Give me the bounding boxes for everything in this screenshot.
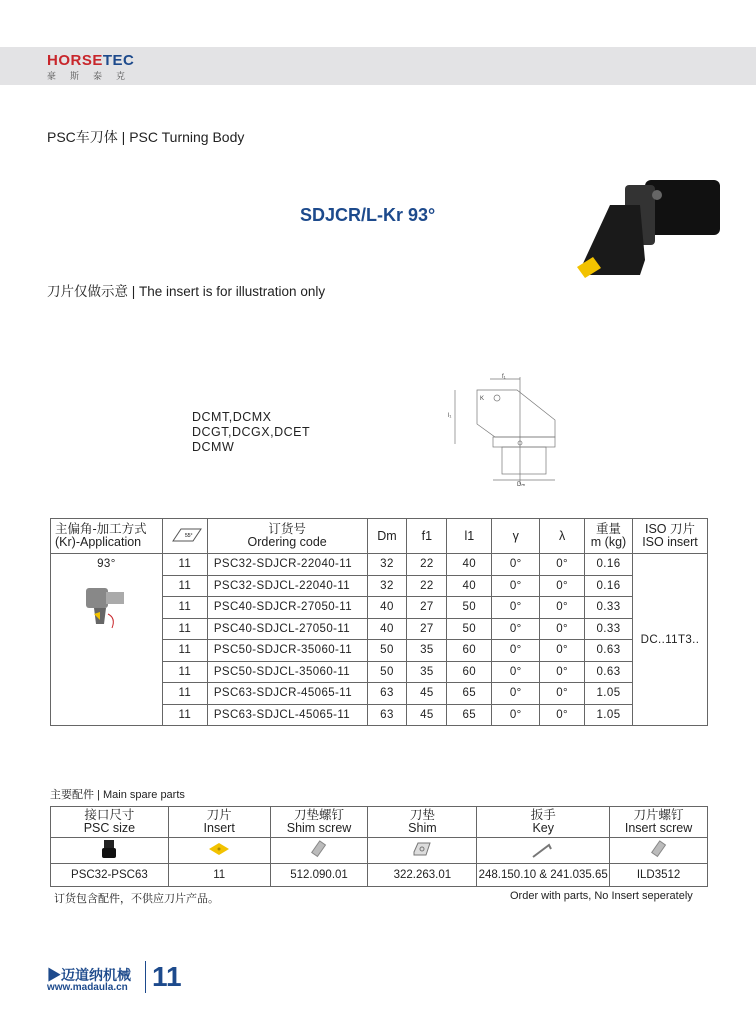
weight-header: 重量 m (kg)	[585, 519, 633, 554]
cell-m: 0.16	[585, 575, 633, 597]
cell-m: 0.16	[585, 554, 633, 576]
cell-code: PSC63-SDJCL-45065-11	[207, 704, 367, 726]
code-header: 订货号 Ordering code	[207, 519, 367, 554]
spare-header-row	[51, 807, 708, 838]
product-title: SDJCR/L-Kr 93°	[300, 205, 436, 225]
cell-size: 11	[162, 661, 207, 683]
cell-dm: 63	[367, 704, 407, 726]
cell-code: PSC40-SDJCR-27050-11	[207, 597, 367, 619]
cell-gamma: 0°	[492, 554, 540, 576]
cell-dm: 63	[367, 683, 407, 705]
spare-parts-table	[50, 806, 708, 887]
spare-icon-cell	[610, 838, 708, 864]
header-row	[51, 519, 708, 554]
cell-code: PSC50-SDJCR-35060-11	[207, 640, 367, 662]
cell-m: 0.33	[585, 597, 633, 619]
cell-size: 11	[162, 554, 207, 576]
application-icon	[76, 584, 136, 634]
iso-insert-cell: DC..11T3..	[632, 554, 707, 726]
cell-code: PSC32-SDJCR-22040-11	[207, 554, 367, 576]
cell-f1: 27	[407, 597, 447, 619]
cell-m: 1.05	[585, 704, 633, 726]
kr-label: K	[480, 396, 485, 402]
spare-header: 刀垫螺钉 Shim screw	[270, 807, 368, 838]
cell-size: 11	[162, 575, 207, 597]
insert-screw-icon	[641, 838, 677, 860]
cell-l1: 50	[447, 618, 492, 640]
application-header: 主偏角-加工方式 (Kr)-Application	[51, 519, 163, 554]
cell-lambda: 0°	[540, 597, 585, 619]
dm-header: Dm	[367, 519, 407, 554]
cell-lambda: 0°	[540, 575, 585, 597]
spare-icon-cell	[168, 838, 270, 864]
cell-f1: 35	[407, 661, 447, 683]
spare-value: 322.263.01	[368, 864, 477, 887]
cell-l1: 40	[447, 554, 492, 576]
spare-icon-cell	[477, 838, 610, 864]
cell-gamma: 0°	[492, 618, 540, 640]
cell-l1: 65	[447, 683, 492, 705]
footer-brand: ▶迈道纳机械	[47, 967, 131, 983]
svg-text:55°: 55°	[184, 532, 193, 539]
cell-gamma: 0°	[492, 661, 540, 683]
cell-m: 0.33	[585, 618, 633, 640]
footer-url[interactable]: www.madaula.cn	[47, 982, 128, 993]
cell-dm: 50	[367, 640, 407, 662]
insert-types: DCMT,DCMX DCGT,DCGX,DCET DCMW	[192, 410, 311, 454]
spare-value-row	[51, 864, 708, 887]
note-english: Order with parts, No Insert seperately	[510, 890, 693, 902]
cell-f1: 35	[407, 640, 447, 662]
cell-lambda: 0°	[540, 704, 585, 726]
cell-l1: 60	[447, 661, 492, 683]
cell-size: 11	[162, 640, 207, 662]
spare-value: PSC32-PSC63	[51, 864, 169, 887]
cell-code: PSC32-SDJCL-22040-11	[207, 575, 367, 597]
spare-icon-cell	[51, 838, 169, 864]
ordering-table	[50, 518, 708, 726]
f1-label: f₁	[502, 374, 506, 380]
cell-code: PSC40-SDJCL-27050-11	[207, 618, 367, 640]
cell-m: 0.63	[585, 661, 633, 683]
lambda-header: λ	[540, 519, 585, 554]
cell-gamma: 0°	[492, 683, 540, 705]
spare-icon-cell	[368, 838, 477, 864]
cell-gamma: 0°	[492, 640, 540, 662]
cell-size: 11	[162, 597, 207, 619]
cell-gamma: 0°	[492, 704, 540, 726]
kr-value: 93°	[97, 558, 116, 570]
spare-header: 刀片螺钉 Insert screw	[610, 807, 708, 838]
cell-l1: 40	[447, 575, 492, 597]
cell-dm: 40	[367, 597, 407, 619]
spare-value: 248.150.10 & 241.035.65	[477, 864, 610, 887]
shim-icon	[404, 838, 440, 860]
cell-size: 11	[162, 618, 207, 640]
cell-dm: 50	[367, 661, 407, 683]
cell-lambda: 0°	[540, 554, 585, 576]
cell-m: 0.63	[585, 640, 633, 662]
logo: HORSETEC	[47, 52, 135, 69]
f1-header: f1	[407, 519, 447, 554]
cell-lambda: 0°	[540, 661, 585, 683]
cell-l1: 60	[447, 640, 492, 662]
spare-value: ILD3512	[610, 864, 708, 887]
cell-l1: 65	[447, 704, 492, 726]
page-number: 11	[145, 961, 182, 993]
spare-parts-label: 主要配件 | Main spare parts	[50, 789, 185, 801]
spare-header: 扳手 Key	[477, 807, 610, 838]
spare-header: 接口尺寸 PSC size	[51, 807, 169, 838]
key-icon	[525, 838, 561, 860]
application-cell	[51, 554, 163, 726]
spare-value: 512.090.01	[270, 864, 368, 887]
psc-holder-icon	[91, 838, 127, 860]
cell-dm: 32	[367, 554, 407, 576]
cell-lambda: 0°	[540, 640, 585, 662]
cell-gamma: 0°	[492, 597, 540, 619]
cell-code: PSC50-SDJCL-35060-11	[207, 661, 367, 683]
spare-icon-row	[51, 838, 708, 864]
cell-dm: 40	[367, 618, 407, 640]
spare-icon-cell	[270, 838, 368, 864]
l1-label: l₁	[448, 413, 452, 419]
cell-size: 11	[162, 683, 207, 705]
spare-header: 刀片 Insert	[168, 807, 270, 838]
cell-lambda: 0°	[540, 683, 585, 705]
illustration-note: 刀片仅做示意 | The insert is for illustration only	[47, 284, 326, 299]
l1-header: l1	[447, 519, 492, 554]
cell-code: PSC63-SDJCR-45065-11	[207, 683, 367, 705]
insert-size-header	[162, 519, 207, 554]
cell-lambda: 0°	[540, 618, 585, 640]
cell-gamma: 0°	[492, 575, 540, 597]
table-row	[51, 554, 708, 576]
cell-size: 11	[162, 704, 207, 726]
tool-photo	[575, 175, 725, 285]
spare-header: 刀垫 Shim	[368, 807, 477, 838]
spare-value: 11	[168, 864, 270, 887]
note-chinese: 订货包含配件，不供应刀片产品。	[54, 893, 219, 905]
cell-l1: 50	[447, 597, 492, 619]
section-title: PSC车刀体 | PSC Turning Body	[47, 129, 245, 145]
dimension-drawing	[445, 372, 565, 487]
cell-m: 1.05	[585, 683, 633, 705]
cell-f1: 45	[407, 683, 447, 705]
insert-icon	[201, 838, 237, 860]
cell-f1: 27	[407, 618, 447, 640]
cell-f1: 45	[407, 704, 447, 726]
gamma-header: γ	[492, 519, 540, 554]
shim-screw-icon	[301, 838, 337, 860]
insert-angle-icon	[167, 527, 203, 543]
cell-f1: 22	[407, 575, 447, 597]
iso-header: ISO 刀片 ISO insert	[632, 519, 707, 554]
cell-f1: 22	[407, 554, 447, 576]
dm-label: Dₘ	[517, 482, 526, 487]
logo-chinese: 豪斯泰克	[47, 71, 140, 81]
cell-dm: 32	[367, 575, 407, 597]
